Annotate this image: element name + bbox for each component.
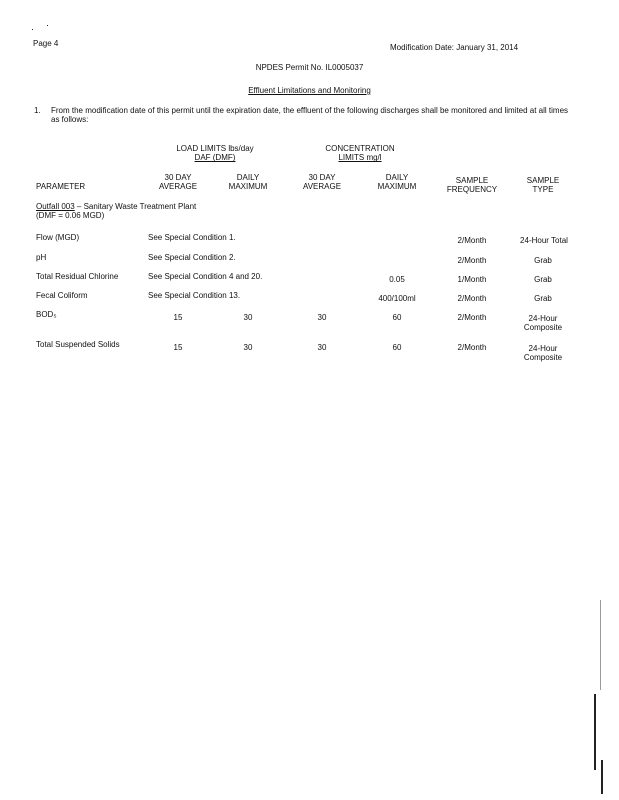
col-header-avg30-load: 30 DAY AVERAGE (158, 173, 198, 192)
col-header-dailymax-conc: DAILY MAXIMUM (377, 173, 417, 192)
row-frequency: 2/Month (457, 256, 487, 265)
section-title: Effluent Limitations and Monitoring (248, 86, 371, 95)
row-frequency: 2/Month (457, 343, 487, 352)
col-header-type: SAMPLE TYPE (526, 176, 560, 195)
intro-number: 1. (34, 106, 41, 115)
row-avg30-load: 15 (173, 313, 183, 322)
row-special-condition: See Special Condition 13. (148, 291, 241, 300)
row-parameter: Total Suspended Solids (36, 340, 120, 349)
load-limits-heading: LOAD LIMITS lbs/day DAF (DMF) (176, 144, 254, 163)
scan-speck (47, 25, 48, 26)
row-sample-type: Grab (534, 256, 552, 265)
row-sample-type: 24-Hour Total (520, 236, 568, 245)
concentration-heading: CONCENTRATION LIMITS mg/l (325, 144, 395, 163)
row-daily-max-conc: 400/100ml (378, 294, 416, 303)
col-header-frequency: SAMPLE FREQUENCY (446, 176, 498, 195)
row-frequency: 2/Month (457, 236, 487, 245)
row-sample-type: 24-Hour Composite (523, 314, 563, 333)
row-special-condition: See Special Condition 4 and 20. (148, 272, 263, 281)
row-avg30-load: 15 (173, 343, 183, 352)
page-label: Page 4 (33, 39, 59, 48)
scan-edge-line (594, 694, 596, 770)
row-special-condition: See Special Condition 1. (148, 233, 236, 242)
modification-date: Modification Date: January 31, 2014 (390, 43, 519, 52)
row-parameter: Total Residual Chlorine (36, 272, 119, 281)
col-header-dailymax-load: DAILY MAXIMUM (228, 173, 268, 192)
row-frequency: 1/Month (457, 275, 487, 284)
row-frequency: 2/Month (457, 313, 487, 322)
row-daily-max-conc: 0.05 (389, 275, 405, 284)
row-avg30-conc: 30 (317, 313, 327, 322)
permit-number: NPDES Permit No. IL0005037 (255, 63, 364, 72)
col-header-parameter: PARAMETER (36, 182, 86, 191)
row-avg30-conc: 30 (317, 343, 327, 352)
row-daily-max-load: 30 (243, 343, 253, 352)
row-parameter: pH (36, 253, 47, 262)
row-frequency: 2/Month (457, 294, 487, 303)
row-special-condition: See Special Condition 2. (148, 253, 236, 262)
row-parameter: BOD₅ (36, 310, 57, 319)
col-header-avg30-conc: 30 DAY AVERAGE (302, 173, 342, 192)
scan-speck (32, 29, 33, 30)
row-daily-max-conc: 60 (392, 343, 402, 352)
row-daily-max-load: 30 (243, 313, 253, 322)
row-parameter: Flow (MGD) (36, 233, 80, 242)
row-sample-type: 24-Hour Composite (523, 344, 563, 363)
outfall-heading: Outfall 003 – Sanitary Waste Treatment Plant (DMF = 0.06 MGD) (36, 202, 197, 221)
row-parameter: Fecal Coliform (36, 291, 88, 300)
row-sample-type: Grab (534, 275, 552, 284)
intro-text: From the modification date of this permit until the expiration date, the effluent of the following discharges shall be monitored and limited at all times as follows: (51, 106, 569, 125)
scan-edge-line (601, 760, 603, 794)
scan-edge-line (600, 600, 601, 690)
row-sample-type: Grab (534, 294, 552, 303)
row-daily-max-conc: 60 (392, 313, 402, 322)
